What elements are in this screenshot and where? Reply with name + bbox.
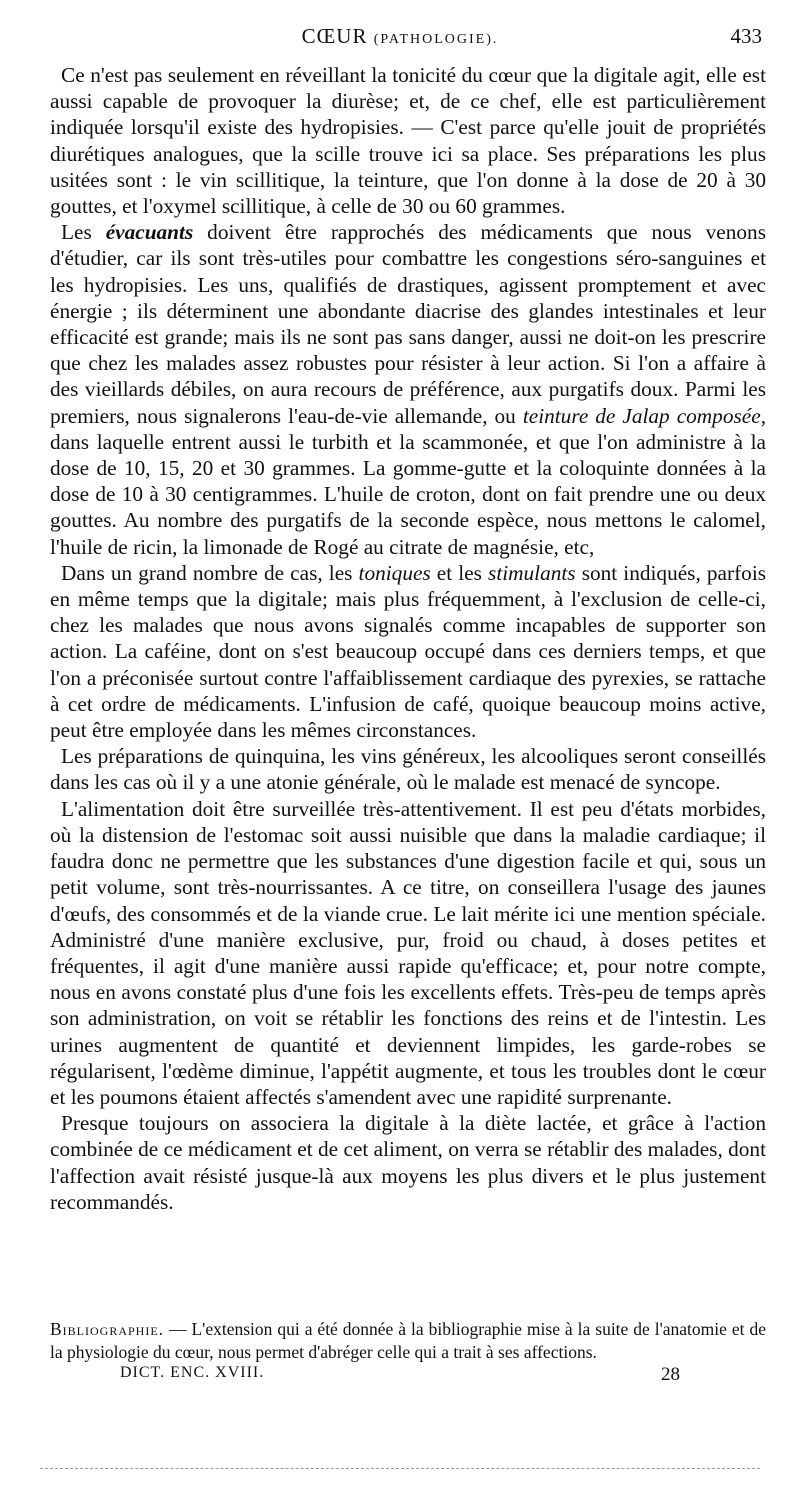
italic-term: stimulants	[488, 560, 576, 585]
signature-line	[120, 1364, 680, 1394]
paragraph-text: L'alimentation doit être surveillée très-attentivement. Il est peu d'états morbides, où la distension de l'estomac soit aussi nuisible que dans la maladie cardiaque; il faudra donc ne permettre que les substances d'une digestion facile et qui, sous un petit volume, sont très-nourrissantes. A ce titre, on conseillera l'usage des jaunes d'œufs, des consommés et de la viande crue. Le lait mérite ici une mention spéciale. Administré d'une manière exclusive, pur, froid ou chaud, à doses petites et fréquentes, il agit d'une manière aussi rapide qu'efficace; et, pour notre compte, nous en avons constaté plus d'une fois les excellents effets. Très-peu de temps après son administration, on voit se rétablir les fonctions des reins et de l'intestin. Les urines augmentent de quantité et deviennent limpides, les garde-robes se régularisent, l'œdème diminue, l'appétit augmente, et tous les troubles dont le cœur et les poumons étaient affectés s'amendent avec une rapidité surprenante.	[50, 796, 766, 1109]
body-text	[50, 62, 766, 1215]
italic-term: évacuants	[105, 220, 194, 245]
signature-number: 28	[661, 1364, 680, 1385]
bibliography-note	[50, 1318, 766, 1364]
paragraph-text: doivent être rapprochés des médicaments que nous venons d'étudier, car ils sont très-utiles pour combattre les congestions séro-sanguines et les hydropisies. Les uns, qualifiés de drastiques, agissent promptement et avec énergie ; ils déterminent une abondante diacrise des glandes intestinales et leur efficacité est grande; mais ils ne sont pas sans danger, aussi ne doit-on les prescrire que chez les malades assez robustes pour résister à leur action. Si l'on a affaire à des vieillards débiles, on aura recours de préférence, aux purgatifs doux. Parmi les premiers, nous signalerons l'eau-de-vie allemande, ou	[50, 220, 766, 428]
signature-mark: DICT. ENC. XVIII.	[120, 1364, 265, 1381]
paragraph	[50, 560, 766, 743]
paragraph-text: Dans un grand nombre de cas, les	[61, 560, 359, 585]
paragraph	[50, 62, 766, 219]
paragraph	[50, 743, 766, 795]
paragraph	[50, 1110, 766, 1215]
paragraph-text: Ce n'est pas seulement en réveillant la tonicité du cœur que la digitale agit, elle est aussi capable de provoquer la diurèse; et, de ce chef, elle est particulièrement indiquée lorsqu'il existe des hydropisies. — C'est parce qu'elle jouit de propriétés diurétiques analogues, que la scille trouve ici sa place. Ses préparations les plus usitées sont : le vin scillitique, la teinture, que l'on donne à la dose de 20 à 30 gouttes, et l'oxymel scillitique, à celle de 30 ou 60 grammes.	[50, 63, 766, 219]
scan-artifact-line	[40, 1468, 760, 1469]
page-number: 433	[730, 24, 762, 48]
running-title	[0, 24, 800, 49]
paragraph	[50, 219, 766, 560]
paragraph-text: sont indiqués, parfois en même temps que la digitale; mais plus fréquemment, à l'exclusion de celle-ci, chez les malades que nous avons signalés comme incapables de supporter son action. La caféine, dont on s'est beaucoup occupé dans ces derniers temps, et que l'on a préconisée surtout contre l'affaiblissement cardiaque des pyrexies, se rattache à cet ordre de médicaments. L'infusion de café, quoique beaucoup moins active, peut être employée dans les mêmes circonstances.	[50, 560, 767, 743]
italic-term: teinture de Jalap composée	[522, 403, 761, 428]
paragraph-text: Presque toujours on associera la digitale à la diète lactée, et grâce à l'action combinée de ce médicament et de cet aliment, on verra se rétablir des malades, dont l'affection avait résisté jusque-là aux moyens les plus divers et le plus justement recommandés.	[50, 1111, 766, 1214]
paragraph	[50, 796, 766, 1110]
running-header	[0, 24, 800, 56]
paragraph-text: Les préparations de quinquina, les vins généreux, les alcooliques seront conseillés dans les cas où il y a une atonie générale, où le malade est menacé de syncope.	[50, 744, 766, 795]
bibliography-label: Bibliographie.	[50, 1319, 165, 1339]
paragraph-text: et les	[430, 560, 489, 585]
paragraph-text: , dans laquelle entrent aussi le turbith et la scammonée, et que l'on administre à la dose de 10, 15, 20 et 30 grammes. La gomme-gutte et la coloquinte données à la dose de 10 à 30 centigrammes. L'huile de croton, dont on fait prendre une ou deux gouttes. Au nombre des purgatifs de la seconde espèce, nous mettons le calomel, l'huile de ricin, la limonade de Rogé au citrate de magnésie, etc,	[50, 403, 767, 559]
italic-term: toniques	[358, 560, 431, 585]
bibliography-text: — L'extension qui a été donnée à la bibliographie mise à la suite de l'anatomie et de la physiologie du cœur, nous permet d'abréger celle qui a trait à ses affections.	[50, 1319, 766, 1362]
paragraph-text: Les	[61, 220, 106, 245]
running-title-sub: (PATHOLOGIE).	[373, 32, 499, 47]
running-title-main: CŒUR	[301, 24, 368, 48]
